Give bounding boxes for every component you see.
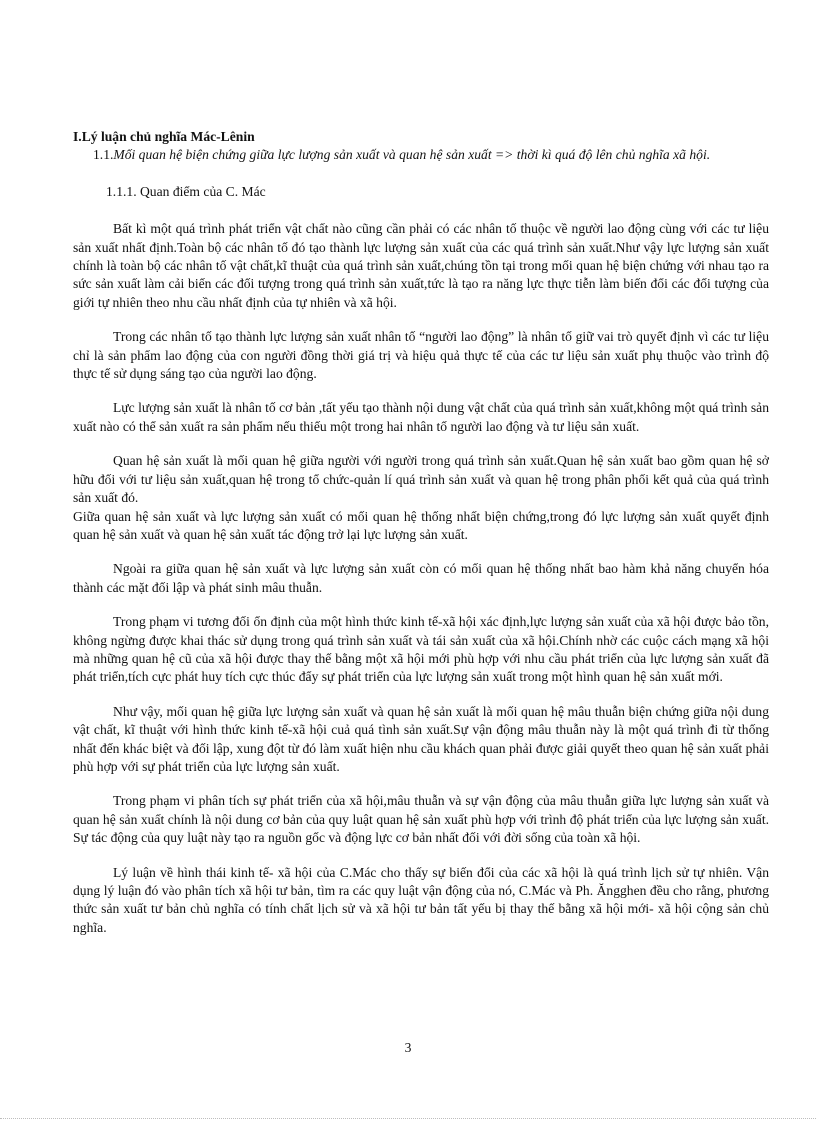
paragraph: Bất kì một quá trình phát triển vật chất nào cũng cần phải có các nhân tố thuộc về người lao động cùng với các tư liệu sản xuất nhất định.Toàn bộ các nhân tố đó tạo thành lực lượng sản xuất của các quá trình sản xuất.Như vậy lực lượng sản xuất chính là toàn bộ các nhân tố vật chất,kĩ thuật của quá trình sản xuất,chúng tồn tại trong mối quan hệ biện chứng với nhau tạo ra sức sản xuất làm cải biến các đối tượng trong quá trình sản xuất,tức là tạo ra năng lực thực tiễn làm biến đổi các đối tượng của giới tự nhiên theo nhu cầu nhất định của tự nhiên và xã hội.	[73, 221, 769, 310]
subsection-title	[73, 146, 769, 164]
page-number: 3	[404, 1040, 412, 1055]
paragraph: Quan hệ sản xuất là mối quan hệ giữa người với người trong quá trình sản xuất.Quan hệ sản xuất bao gồm quan hệ sở hữu đối với tư liệu sản xuất,quan hệ trong tổ chức-quản lí quá trình sản xuất và quan hệ trong phân phối kết quả của quá trình sản xuất đó.	[73, 453, 769, 506]
subsubsection-title: 1.1.1. Quan điểm của C. Mác	[106, 183, 266, 199]
paragraph: Như vậy, mối quan hệ giữa lực lượng sản xuất và quan hệ sản xuất là mối quan hệ mâu thuẫn biện chứng giữa nội dung vật chất, kĩ thuật với hình thức kinh tế-xã hội cuả quá tình sản xuất.Sự vận động mâu thuẫn này là một quá trình đi từ thống nhất đến khác biệt và đối lập, xung đột từ đó làm xuất hiện nhu cầu khách quan phải được giải quyết theo quan hệ sản xuất phải phù hợp với sự phát triển của lực lượng sản xuất.	[73, 703, 769, 774]
paragraph: Ngoài ra giữa quan hệ sản xuất và lực lượng sản xuất còn có mối quan hệ thống nhất bao hàm khả năng chuyển hóa thành các mặt đối lập và phát sinh mâu thuẫn.	[73, 561, 769, 595]
paragraph: Trong các nhân tố tạo thành lực lượng sản xuất nhân tố “người lao động” là nhân tố giữ vai trò quyết định vì các tư liệu chỉ là sản phẩm lao động của con người đồng thời giá trị và hiệu quả thực tế của các tư liệu sản xuất phụ thuộc vào trình độ thực tế sử dụng sáng tạo của người lao động.	[73, 329, 769, 382]
paragraph: Lực lượng sản xuất là nhân tố cơ bản ,tất yếu tạo thành nội dung vật chất của quá trình sản xuất,không một quá trình sản xuất nào có thể sản xuất ra sản phẩm nếu thiếu một trong hai nhân tố người lao động và tư liệu sản xuất.	[73, 400, 769, 434]
subsection-title-text: Mối quan hệ biện chứng giữa lực lượng sản xuất và quan hệ sản xuất => thời kì quá độ lên chủ nghĩa xã hội.	[113, 147, 711, 163]
paragraph: Trong phạm vi phân tích sự phát triển của xã hội,mâu thuẫn và sự vận động của mâu thuẫn giữa lực lượng sản xuất và quan hệ sản xuất chính là nội dung cơ bản của quy luật quan hệ sản xuất phù hợp với trình độ phát triển của lực lượng sản xuất. Sự tác động của quy luật này tạo ra nguồn gốc và động lực cơ bản nhất đối với đời sống của toàn xã hội.	[73, 793, 769, 846]
paragraph: Giữa quan hệ sản xuất và lực lượng sản xuất có mối quan hệ thống nhất biện chứng,trong đó lực lượng sản xuất quyết định quan hệ sản xuất và quan hệ sản xuất tác động trở lại lực lượng sản xuất.	[73, 508, 769, 542]
paragraph: Trong phạm vi tương đối ổn định của một hình thức kinh tế-xã hội xác định,lực lượng sản xuất của xã hội được bảo tồn, không ngừng được khai thác sử dụng trong quá trình sản xuất và tái sản xuất của xã hội.Chính nhờ các cuộc cách mạng xã hội mà những quan hệ cũ của xã hội được thay thế bằng một xã hội mới phù hợp với nhu cầu phát triển của lực lượng sản xuất đã phát triển,tích cực phát huy tích cực thúc đẩy sự phát triển của lực lượng sản xuất trong một hình quan hệ sản xuất mới.	[73, 614, 769, 685]
paragraph: Lý luận về hình thái kinh tế- xã hội của C.Mác cho thấy sự biến đổi của các xã hội là quá trình lịch sử tự nhiên. Vận dụng lý luận đó vào phân tích xã hội tư bản, tìm ra các quy luật vận động của nó, C.Mác và Ph. Ăngghen đều cho rằng, phương thức sản xuất tư bản chủ nghĩa có tính chất lịch sử và xã hội tư bản tất yếu bị thay thế bằng xã hội mới- xã hội cộng sản chủ nghĩa.	[73, 864, 769, 935]
page-bottom-border	[0, 1118, 816, 1119]
page-content	[73, 128, 769, 937]
subsection-number: 1.1.	[93, 147, 114, 163]
section-title: I.Lý luận chủ nghĩa Mác-Lênin	[73, 129, 255, 144]
